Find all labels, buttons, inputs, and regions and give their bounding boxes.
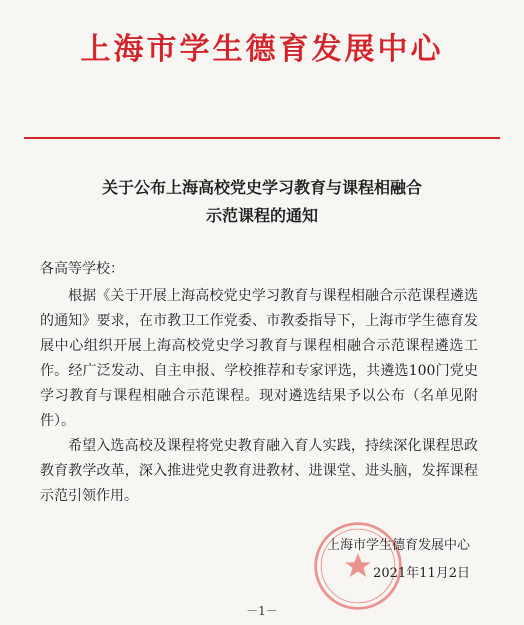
- header-divider: [24, 137, 500, 139]
- body-paragraph-2: 希望入选高校及课程将党史教育融入育人实践，持续深化课程思政教育教学改革，深入推进党史教育进教材、进课堂、进头脑，发挥课程示范引领作用。: [40, 438, 478, 504]
- page-number: －1－: [246, 604, 278, 618]
- title-line-1: 关于公布上海高校党史学习教育与课程相融合: [101, 178, 422, 197]
- body-paragraph-1: 根据《关于开展上海高校党史学习教育与课程相融合示范课程遴选的通知》要求，在市教卫工作党委、市教委指导下，上海市学生德育发展中心组织开展上海高校党史学习教育与课程相融合示范课程遴选工作。经广泛发动、自主申报、学校推荐和专家评选，共遴选100门党史学习教育与课程相融合示范课程。现对遴选结果予以公布（名单见附件）。: [40, 288, 478, 429]
- title-line-2: 示范课程的通知: [205, 206, 318, 225]
- issue-date: 2021年11月2日: [373, 566, 470, 581]
- salutation: 各高等学校：: [40, 261, 124, 277]
- document-body: [40, 284, 478, 509]
- signature-organization: 上海市学生德育发展中心: [326, 538, 470, 553]
- document-title: [0, 174, 524, 230]
- organization-header: 上海市学生德育发展中心: [80, 32, 444, 67]
